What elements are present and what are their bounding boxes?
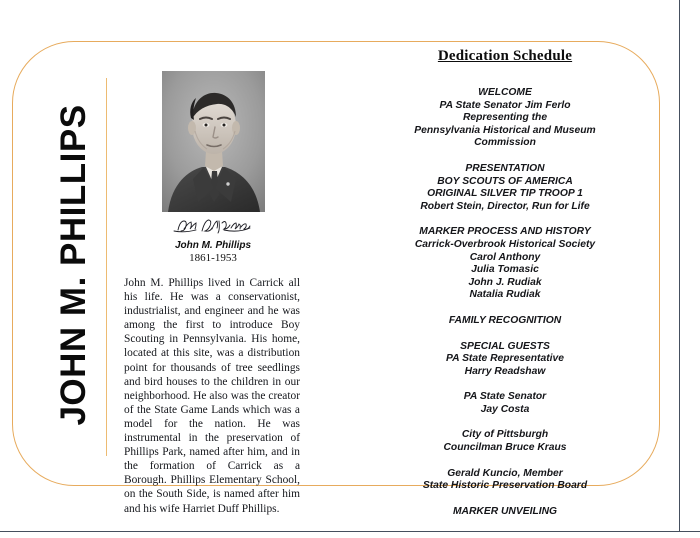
schedule-block-marker-process-and-history (355, 226, 655, 302)
schedule-block-city-of-pittsburgh (355, 429, 655, 454)
schedule-block-pa-state-senator (355, 391, 655, 416)
schedule-block-welcome (355, 87, 655, 150)
schedule-line: WELCOME (478, 87, 532, 98)
schedule-line: PA State Representative (446, 353, 564, 365)
schedule-line: PA State Senator Jim Ferlo (439, 99, 571, 111)
schedule-line: Jay Costa (480, 403, 530, 415)
schedule-column (355, 48, 655, 531)
schedule-line: Natalia Rudiak (469, 289, 541, 301)
schedule-block-special-guests (355, 341, 655, 379)
schedule-line: BOY SCOUTS OF AMERICA (437, 175, 573, 187)
john-m-phillips-portrait (162, 71, 265, 212)
portrait-caption-years: 1861-1953 (189, 252, 237, 264)
schedule-heading: Dedication Schedule (437, 48, 573, 64)
schedule-line: ORIGINAL SILVER TIP TROOP 1 (427, 188, 583, 200)
schedule-line: Harry Readshaw (464, 365, 546, 377)
schedule-block-state-historic-preservation-board (355, 468, 655, 493)
schedule-line: Gerald Kuncio, Member (447, 467, 563, 479)
john-m-phillips-signature (162, 214, 265, 236)
schedule-line: Carol Anthony (469, 251, 541, 263)
schedule-line: Robert Stein, Director, Run for Life (420, 200, 590, 212)
schedule-blocks (355, 87, 655, 518)
schedule-block-family-recognition (355, 315, 655, 328)
schedule-line: State Historic Preservation Board (422, 480, 588, 492)
schedule-block-presentation (355, 163, 655, 213)
biography-text: John M. Phillips lived in Carrick all his life. He was a conservationist, industrialist, and engineer and he was among the first to introduce Boy Scouting in Pennsylvania. His home, located at this site, was a distribution point for thousands of tree seedlings and bird houses to the children in our neighborhood. He also was the creator of the State Game Lands which was a model for the nation. He was instrumental in the preservation of Phillips Park, named after him, and in the formation of Carrick as a Borough. Phillips Elementary School, on the South Side, is named after him and his wife Harriet Duff Phillips. (124, 277, 300, 515)
schedule-line: MARKER UNVEILING (452, 505, 558, 517)
left-column (118, 62, 308, 516)
page-right-rule (679, 0, 680, 532)
schedule-line: PRESENTATION (465, 162, 545, 174)
vertical-title-strip (44, 70, 104, 460)
schedule-line: Julia Tomasic (471, 264, 539, 276)
schedule-line: Commission (474, 137, 536, 149)
schedule-line: Councilman Bruce Kraus (443, 442, 567, 454)
portrait-frame (162, 71, 265, 212)
page-title: JOHN M. PHILLIPS (54, 104, 93, 426)
schedule-line: SPECIAL GUESTS (460, 340, 550, 352)
column-divider (106, 78, 107, 456)
schedule-line: Carrick-Overbrook Historical Society (414, 238, 596, 250)
schedule-line: MARKER PROCESS AND HISTORY (419, 226, 591, 238)
schedule-line: John J. Rudiak (468, 276, 542, 288)
schedule-line: Pennsylvania Historical and Museum (414, 124, 596, 136)
schedule-line: FAMILY RECOGNITION (448, 314, 562, 326)
schedule-line: PA State Senator (463, 391, 547, 403)
schedule-line: Representing the (462, 112, 548, 124)
schedule-block-marker-unveiling (355, 506, 655, 519)
schedule-line: City of Pittsburgh (461, 429, 549, 441)
portrait-caption-name: John M. Phillips (174, 240, 252, 251)
